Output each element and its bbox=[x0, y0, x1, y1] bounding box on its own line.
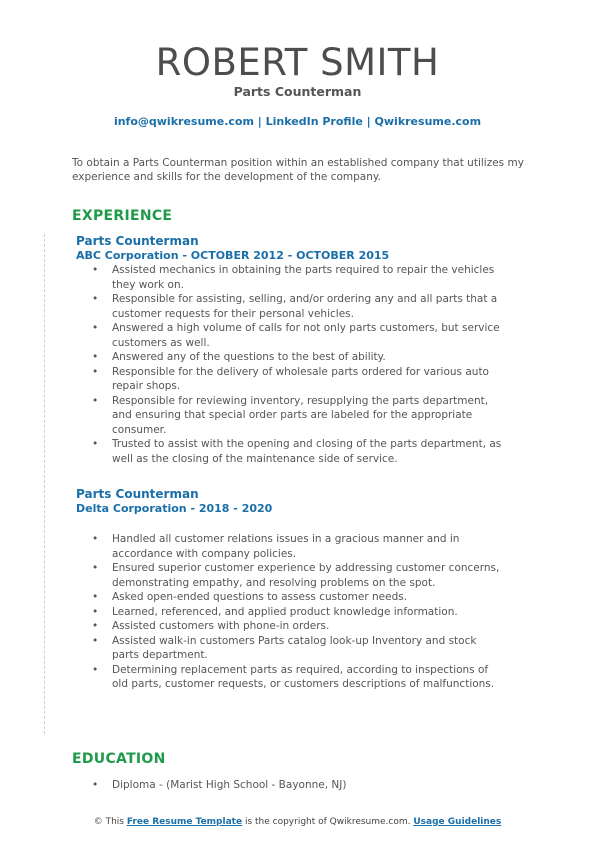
contact-separator: | bbox=[366, 115, 371, 128]
education-heading: EDUCATION bbox=[72, 751, 166, 767]
email-link[interactable]: info@qwikresume.com bbox=[113, 115, 254, 128]
list-item: • Answered a high volume of calls for not only parts customers, but service customers as well. bbox=[76, 321, 502, 350]
education-list bbox=[76, 778, 516, 793]
list-item: • Diploma - (Marist High School - Bayonne, NJ) bbox=[76, 778, 502, 793]
free-resume-template-link[interactable]: Free Resume Template bbox=[126, 817, 243, 827]
job-entry-1 bbox=[76, 234, 516, 466]
list-item: • Trusted to assist with the opening and closing of the parts department, as well as the closing of the maintenance side of service. bbox=[76, 437, 502, 466]
footer-prefix: © This bbox=[93, 817, 124, 827]
list-item: • Handled all customer relations issues in a gracious manner and in accordance with company policies. bbox=[76, 532, 502, 561]
list-item: • Assisted mechanics in obtaining the parts required to repair the vehicles they work on. bbox=[76, 263, 502, 292]
list-item: • Assisted customers with phone-in orders. bbox=[76, 619, 502, 634]
list-item: • Answered any of the questions to the best of ability. bbox=[76, 350, 502, 365]
job-title: Parts Counterman bbox=[76, 234, 199, 248]
list-item: • Responsible for reviewing inventory, resupplying the parts department, and ensuring that special order parts are labeled for the appropriate consumer. bbox=[76, 394, 502, 438]
website-link[interactable]: Qwikresume.com bbox=[374, 115, 482, 128]
candidate-title: Parts Counterman bbox=[233, 84, 362, 99]
contact-separator: | bbox=[257, 115, 262, 128]
candidate-name: ROBERT SMITH bbox=[155, 41, 440, 84]
timeline-divider bbox=[44, 234, 45, 734]
resume-header bbox=[0, 42, 595, 129]
list-item: • Asked open-ended questions to assess customer needs. bbox=[76, 590, 502, 605]
linkedin-link[interactable]: LinkedIn Profile bbox=[265, 115, 363, 128]
job-company-dates: ABC Corporation - OCTOBER 2012 - OCTOBER 2015 bbox=[76, 249, 390, 262]
job-title: Parts Counterman bbox=[76, 487, 199, 501]
list-item: • Responsible for assisting, selling, and/or ordering any and all parts that a customer requests for their personal vehicles. bbox=[76, 292, 502, 321]
job-company-dates: Delta Corporation - 2018 - 2020 bbox=[76, 502, 273, 515]
footer-text: is the copyright of Qwikresume.com. bbox=[244, 817, 411, 827]
list-item: • Learned, referenced, and applied product knowledge information. bbox=[76, 605, 502, 620]
list-item: • Responsible for the delivery of wholesale parts ordered for various auto repair shops. bbox=[76, 365, 502, 394]
list-item: • Determining replacement parts as required, according to inspections of old parts, customer requests, or customers descriptions of malfunctions. bbox=[76, 663, 502, 692]
usage-guidelines-link[interactable]: Usage Guidelines bbox=[413, 817, 502, 827]
contact-line bbox=[0, 115, 595, 129]
list-item: • Assisted walk-in customers Parts catalog look-up Inventory and stock parts department. bbox=[76, 634, 502, 663]
list-item: • Ensured superior customer experience by addressing customer concerns, demonstrating empathy, and resolving problems on the spot. bbox=[76, 561, 502, 590]
education-entry bbox=[76, 778, 516, 793]
copyright-footer bbox=[0, 817, 595, 827]
objective-summary: To obtain a Parts Counterman position within an established company that utilizes my experience and skills for the development of the company. bbox=[72, 157, 524, 183]
experience-heading: EXPERIENCE bbox=[72, 208, 173, 224]
job-duties-list bbox=[76, 263, 516, 466]
job-entry-2 bbox=[76, 487, 516, 692]
job-duties-list bbox=[76, 532, 516, 692]
